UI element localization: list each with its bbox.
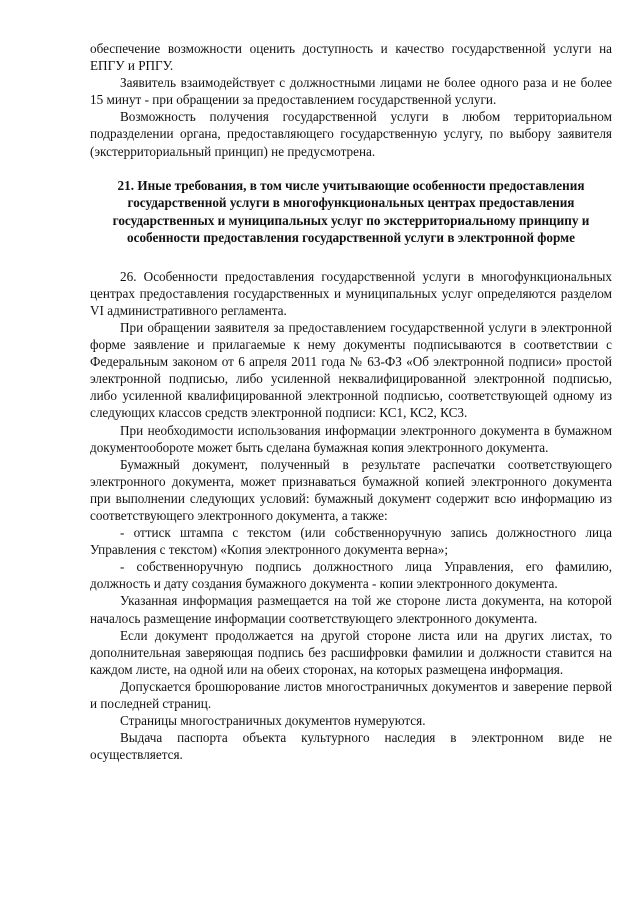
paragraph-esign: При обращении заявителя за предоставлением государственной услуги в электронной форме заявление и прилагаемые к нему документы подписываются в соответствии с Федеральным законом от 6 апреля 2011 года № 63-ФЗ «Об электронной подписи» простой электронной подписью, либо усиленной неквалифицированной электронной подписью, либо усиленной квалифицированной электронной подписью, соответствующей одному из следующих классов средств электронной подписи: КС1, КС2, КС3. <box>90 319 612 421</box>
paragraph-top-2: Заявитель взаимодействует с должностными лицами не более одного раза и не более 15 минут - при обращении за предоставлением государственной услуги. <box>90 75 612 108</box>
paragraph-numbering: Страницы многостраничных документов нумеруются. <box>120 713 426 729</box>
paragraph-paper-copy: При необходимости использования информации электронного документа в бумажном документообороте может быть сделана бумажная копия электронного документа. <box>90 422 612 455</box>
paragraph-paper-conditions: Бумажный документ, полученный в результате распечатки соответствующего электронного документа, может признаваться бумажной копией электронного документа при выполнении следующих условий: бумажный документ содержит всю информацию из соответствующего электронного документа, а также: <box>90 456 612 523</box>
paragraph-binding: Допускается брошюрование листов многостраничных документов и заверение первой и последней страниц. <box>90 678 612 711</box>
paragraph-top-1: обеспечение возможности оценить доступность и качество государственной услуги на ЕПГУ и РПГУ. <box>90 41 612 74</box>
section-heading: 21. Иные требования, в том числе учитывающие особенности предоставления государственной услуги в многофункциональных центрах предоставления государственных и муниципальных услуг по экстерриториальному принципу и особенности предоставления государственной услуги в электронной форме <box>112 177 590 246</box>
paragraph-26: 26. Особенности предоставления государственной услуги в многофункциональных центрах предоставления государственных и муниципальных услуг определяются разделом VI административного регламента. <box>90 268 612 318</box>
paragraph-info-placement: Указанная информация размещается на той же стороне листа документа, на которой началось размещение информации соответствующего электронного документа. <box>90 593 612 626</box>
list-item-stamp: - оттиск штампа с текстом (или собственноручную запись должностного лица Управления с текстом) «Копия электронного документа верна»; <box>90 525 612 558</box>
paragraph-top-3: Возможность получения государственной услуги в любом территориальном подразделении органа, предоставляющего государственную услугу, по выбору заявителя (экстерриториальный принцип) не предусмотрена. <box>90 109 612 159</box>
paragraph-passport: Выдача паспорта объекта культурного наследия в электронном виде не осуществляется. <box>90 730 612 763</box>
list-item-signature: - собственноручную подпись должностного лица Управления, его фамилию, должность и дату создания бумажного документа - копии электронного документа. <box>90 559 612 592</box>
paragraph-continuation: Если документ продолжается на другой стороне листа или на других листах, то дополнительная заверяющая подпись без расшифровки фамилии и должности ставится на каждом листе, на одной или на обеих сторонах, на которых размещена информация. <box>90 627 612 677</box>
